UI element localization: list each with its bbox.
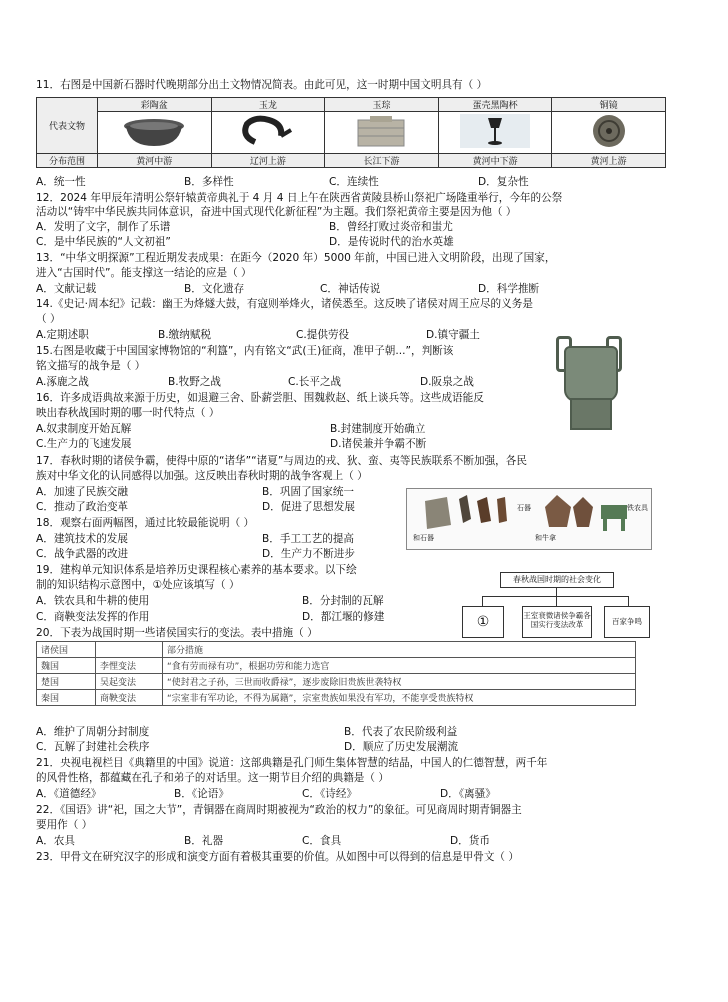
q20-option-a[interactable]: A．维护了周朝分封制度 bbox=[36, 726, 150, 738]
q22-option-d[interactable]: D．货币 bbox=[450, 835, 490, 847]
state: 魏国 bbox=[37, 658, 96, 674]
q11-stem: 11．右图是中国新石器时代晚期部分出土文物情况简表。由此可见，这一时期中国文明具有（ ） bbox=[36, 79, 488, 91]
q15-option-b[interactable]: B.牧野之战 bbox=[168, 376, 222, 388]
q19-line: 制的知识结构示意图中，①处应该填写（ ） bbox=[36, 579, 240, 591]
artifact-name: 铜镜 bbox=[552, 98, 666, 112]
artifact-name: 玉琮 bbox=[325, 98, 439, 112]
q19-option-a[interactable]: A．铁农具和牛耕的使用 bbox=[36, 595, 150, 607]
q13-option-d[interactable]: D．科学推断 bbox=[478, 283, 540, 295]
region: 长江下游 bbox=[325, 154, 439, 168]
jade-dragon-image bbox=[211, 112, 325, 154]
q12-option-a[interactable]: A．发明了文字，制作了乐谱 bbox=[36, 221, 171, 233]
region: 辽河上游 bbox=[211, 154, 325, 168]
q15-line: 铭文描写的战争是（ ） bbox=[36, 360, 146, 372]
q12-option-c[interactable]: C．是中华民族的“人文初祖” bbox=[36, 236, 171, 248]
th: 部分措施 bbox=[163, 642, 636, 658]
q16-option-b[interactable]: B.封建制度开始确立 bbox=[330, 423, 426, 435]
q11-artifact-table bbox=[36, 97, 666, 168]
q21-line: 21．央视电视栏目《典籍里的中国》说道：这部典籍是孔门师生集体智慧的结晶，中国人的仁德智慧，两千年 bbox=[36, 757, 548, 769]
q16-line: 16．许多成语典故来源于历史，如退避三舍、卧薪尝胆、围魏救赵、纸上谈兵等。这些成语能反 bbox=[36, 392, 484, 404]
q14-option-b[interactable]: B.缴纳赋税 bbox=[158, 329, 212, 341]
artifact-name: 彩陶盆 bbox=[98, 98, 212, 112]
q11-option-a[interactable]: A．统一性 bbox=[36, 176, 86, 188]
q19-option-c[interactable]: C．商鞅变法发挥的作用 bbox=[36, 611, 150, 623]
pic-label: 和牛拿 bbox=[535, 534, 556, 542]
region: 黄河上游 bbox=[552, 154, 666, 168]
q22-line: 22．《国语》讲“祀，国之大节”，青铜器在商周时期被视为“政治的权力”的象征。可见商周时期青铜器主 bbox=[36, 804, 522, 816]
measure: “食有劳而禄有功”，根据功劳和能力选官 bbox=[163, 658, 636, 674]
q15-option-d[interactable]: D.阪泉之战 bbox=[420, 376, 474, 388]
q15-line: 15.右图是收藏于中国国家博物馆的“利簋”，内有铭文“武(王)征商，准甲子朝...”，判断该 bbox=[36, 345, 454, 357]
q19-option-b[interactable]: B．分封制的瓦解 bbox=[302, 595, 384, 607]
q18-option-d[interactable]: D．生产力不断进步 bbox=[262, 548, 355, 560]
bronze-mirror-image bbox=[552, 112, 666, 154]
measure: “宗室非有军功论，不得为属籍”，宗室贵族如果没有军功，不能享受贵族特权 bbox=[163, 690, 636, 706]
q20-reform-table bbox=[36, 641, 636, 706]
q17-line: 17．春秋时期的诸侯争霸，使得中原的“诸华”“诸夏”与周边的戎、狄、蛮、夷等民族联系不断加强，各民 bbox=[36, 455, 527, 467]
black-cup-image bbox=[438, 112, 552, 154]
q19-option-d[interactable]: D．都江堰的修建 bbox=[302, 611, 385, 623]
ligui-bronze-vessel-image bbox=[556, 336, 622, 428]
q12-line: 12．2024 年甲辰年清明公祭轩辕黄帝典礼于 4 月 4 日上午在陕西省黄陵县桥山祭祀广场隆重举行，今年的公祭 bbox=[36, 192, 563, 204]
q13-option-a[interactable]: A．文献记载 bbox=[36, 283, 97, 295]
artifact-name: 玉龙 bbox=[211, 98, 325, 112]
pic-label: 铁农具 bbox=[627, 504, 648, 512]
th: 诸侯国 bbox=[37, 642, 96, 658]
q11-option-c[interactable]: C．连续性 bbox=[329, 176, 379, 188]
state: 楚国 bbox=[37, 674, 96, 690]
q21-option-b[interactable]: B．《论语》 bbox=[174, 788, 229, 800]
q12-line: 活动以“铸牢中华民族共同体意识，奋进中国式现代化新征程”为主题。我们祭祀黄帝主要是因为他（ ） bbox=[36, 206, 517, 218]
q19-knowledge-diagram bbox=[462, 572, 648, 640]
q13-line: 13．“中华文明探源”工程近期发表成果：在距今（2020 年）5000 年前，中国已进入文明阶段，出现了国家， bbox=[36, 252, 556, 264]
q13-option-c[interactable]: C．神话传说 bbox=[320, 283, 381, 295]
diagram-blank[interactable]: ① bbox=[462, 606, 504, 638]
q11-option-b[interactable]: B．多样性 bbox=[184, 176, 234, 188]
q16-option-d[interactable]: D.诸侯兼并争霸不断 bbox=[330, 438, 427, 450]
q13-line: 进入“古国时代”。能支撑这一结论的应是（ ） bbox=[36, 267, 252, 279]
th bbox=[96, 642, 163, 658]
state: 秦国 bbox=[37, 690, 96, 706]
diagram-top: 春秋战国时期的社会变化 bbox=[500, 572, 614, 588]
row-header: 代表文物 bbox=[37, 98, 98, 154]
dist-header: 分布范围 bbox=[37, 154, 98, 168]
q23-stem: 23．甲骨文在研究汉字的形成和演变方面有着极其重要的价值。从如图中可以得到的信息是甲骨文（ ） bbox=[36, 851, 519, 863]
q20-option-d[interactable]: D．顺应了历史发展潮流 bbox=[344, 741, 459, 753]
q18-comparison-pictures bbox=[406, 488, 652, 550]
q20-stem: 20．下表为战国时期一些诸侯国实行的变法。表中措施（ ） bbox=[36, 627, 318, 639]
q13-option-b[interactable]: B．文化遗存 bbox=[184, 283, 245, 295]
q18-stem: 18．观察右面两幅图，通过比较最能说明（ ） bbox=[36, 517, 255, 529]
q19-line: 19．建构单元知识体系是培养历史课程核心素养的基本要求。以下绘 bbox=[36, 564, 357, 576]
q17-line: 族对中华文化的认同感得以加强。这反映出春秋时期的战争客观上（ ） bbox=[36, 470, 368, 482]
pic-label: 石器 bbox=[517, 504, 531, 512]
reform: 吴起变法 bbox=[96, 674, 163, 690]
q16-option-c[interactable]: C.生产力的飞速发展 bbox=[36, 438, 132, 450]
q12-option-d[interactable]: D．是传说时代的治水英雄 bbox=[329, 236, 454, 248]
q20-option-c[interactable]: C．瓦解了封建社会秩序 bbox=[36, 741, 150, 753]
q14-option-c[interactable]: C.提供劳役 bbox=[296, 329, 350, 341]
q15-option-c[interactable]: C.长平之战 bbox=[288, 376, 342, 388]
q14-line: 14.《史记·周本纪》记载：幽王为烽燧大鼓，有寇则举烽火，诸侯悉至。这反映了诸侯对周王应尽的义务是 bbox=[36, 298, 533, 310]
q16-option-a[interactable]: A.奴隶制度开始瓦解 bbox=[36, 423, 132, 435]
q16-line: 映出春秋战国时期的哪一时代特点（ ） bbox=[36, 407, 220, 419]
q17-option-c[interactable]: C．推动了政治变革 bbox=[36, 501, 129, 513]
q18-option-c[interactable]: C．战争武器的改进 bbox=[36, 548, 129, 560]
measure: “使封君之子孙，三世而收爵禄”，逐步废除旧贵族世袭特权 bbox=[163, 674, 636, 690]
q14-option-d[interactable]: D.镇守疆土 bbox=[426, 329, 480, 341]
q21-option-a[interactable]: A．《道德经》 bbox=[36, 788, 102, 800]
q18-option-a[interactable]: A．建筑技术的发展 bbox=[36, 533, 128, 545]
region: 黄河中游 bbox=[98, 154, 212, 168]
reform: 李悝变法 bbox=[96, 658, 163, 674]
q17-option-a[interactable]: A．加速了民族交融 bbox=[36, 486, 128, 498]
q21-option-d[interactable]: D．《离骚》 bbox=[440, 788, 496, 800]
q18-option-b[interactable]: B．手工工艺的提高 bbox=[262, 533, 355, 545]
q22-option-c[interactable]: C．食具 bbox=[302, 835, 342, 847]
q22-line: 要用作（ ） bbox=[36, 819, 93, 831]
q21-line: 的风骨性格，都蕴藏在孔子和弟子的对话里。这一期节目介绍的典籍是（ ） bbox=[36, 772, 389, 784]
q11-option-d[interactable]: D．复杂性 bbox=[478, 176, 529, 188]
diagram-mid: 王室衰微诸侯争霸各国实行变法改革 bbox=[522, 606, 592, 638]
region: 黄河中下游 bbox=[438, 154, 552, 168]
pottery-basin-image bbox=[98, 112, 212, 154]
q14-option-a[interactable]: A.定期述职 bbox=[36, 329, 89, 341]
q22-option-b[interactable]: B．礼器 bbox=[184, 835, 224, 847]
q21-option-c[interactable]: C．《诗经》 bbox=[302, 788, 358, 800]
q12-option-b[interactable]: B．曾经打败过炎帝和蚩尤 bbox=[329, 221, 453, 233]
q14-line: （ ） bbox=[36, 313, 61, 325]
diagram-right: 百家争鸣 bbox=[604, 606, 650, 638]
q15-option-a[interactable]: A.涿鹿之战 bbox=[36, 376, 89, 388]
pic-label: 和石器 bbox=[413, 534, 434, 542]
q20-option-b[interactable]: B．代表了农民阶级利益 bbox=[344, 726, 458, 738]
q22-option-a[interactable]: A．农具 bbox=[36, 835, 76, 847]
q17-option-d[interactable]: D．促进了思想发展 bbox=[262, 501, 355, 513]
artifact-name: 蛋壳黑陶杯 bbox=[438, 98, 552, 112]
reform: 商鞅变法 bbox=[96, 690, 163, 706]
jade-cong-image bbox=[325, 112, 439, 154]
q17-option-b[interactable]: B．巩固了国家统一 bbox=[262, 486, 355, 498]
